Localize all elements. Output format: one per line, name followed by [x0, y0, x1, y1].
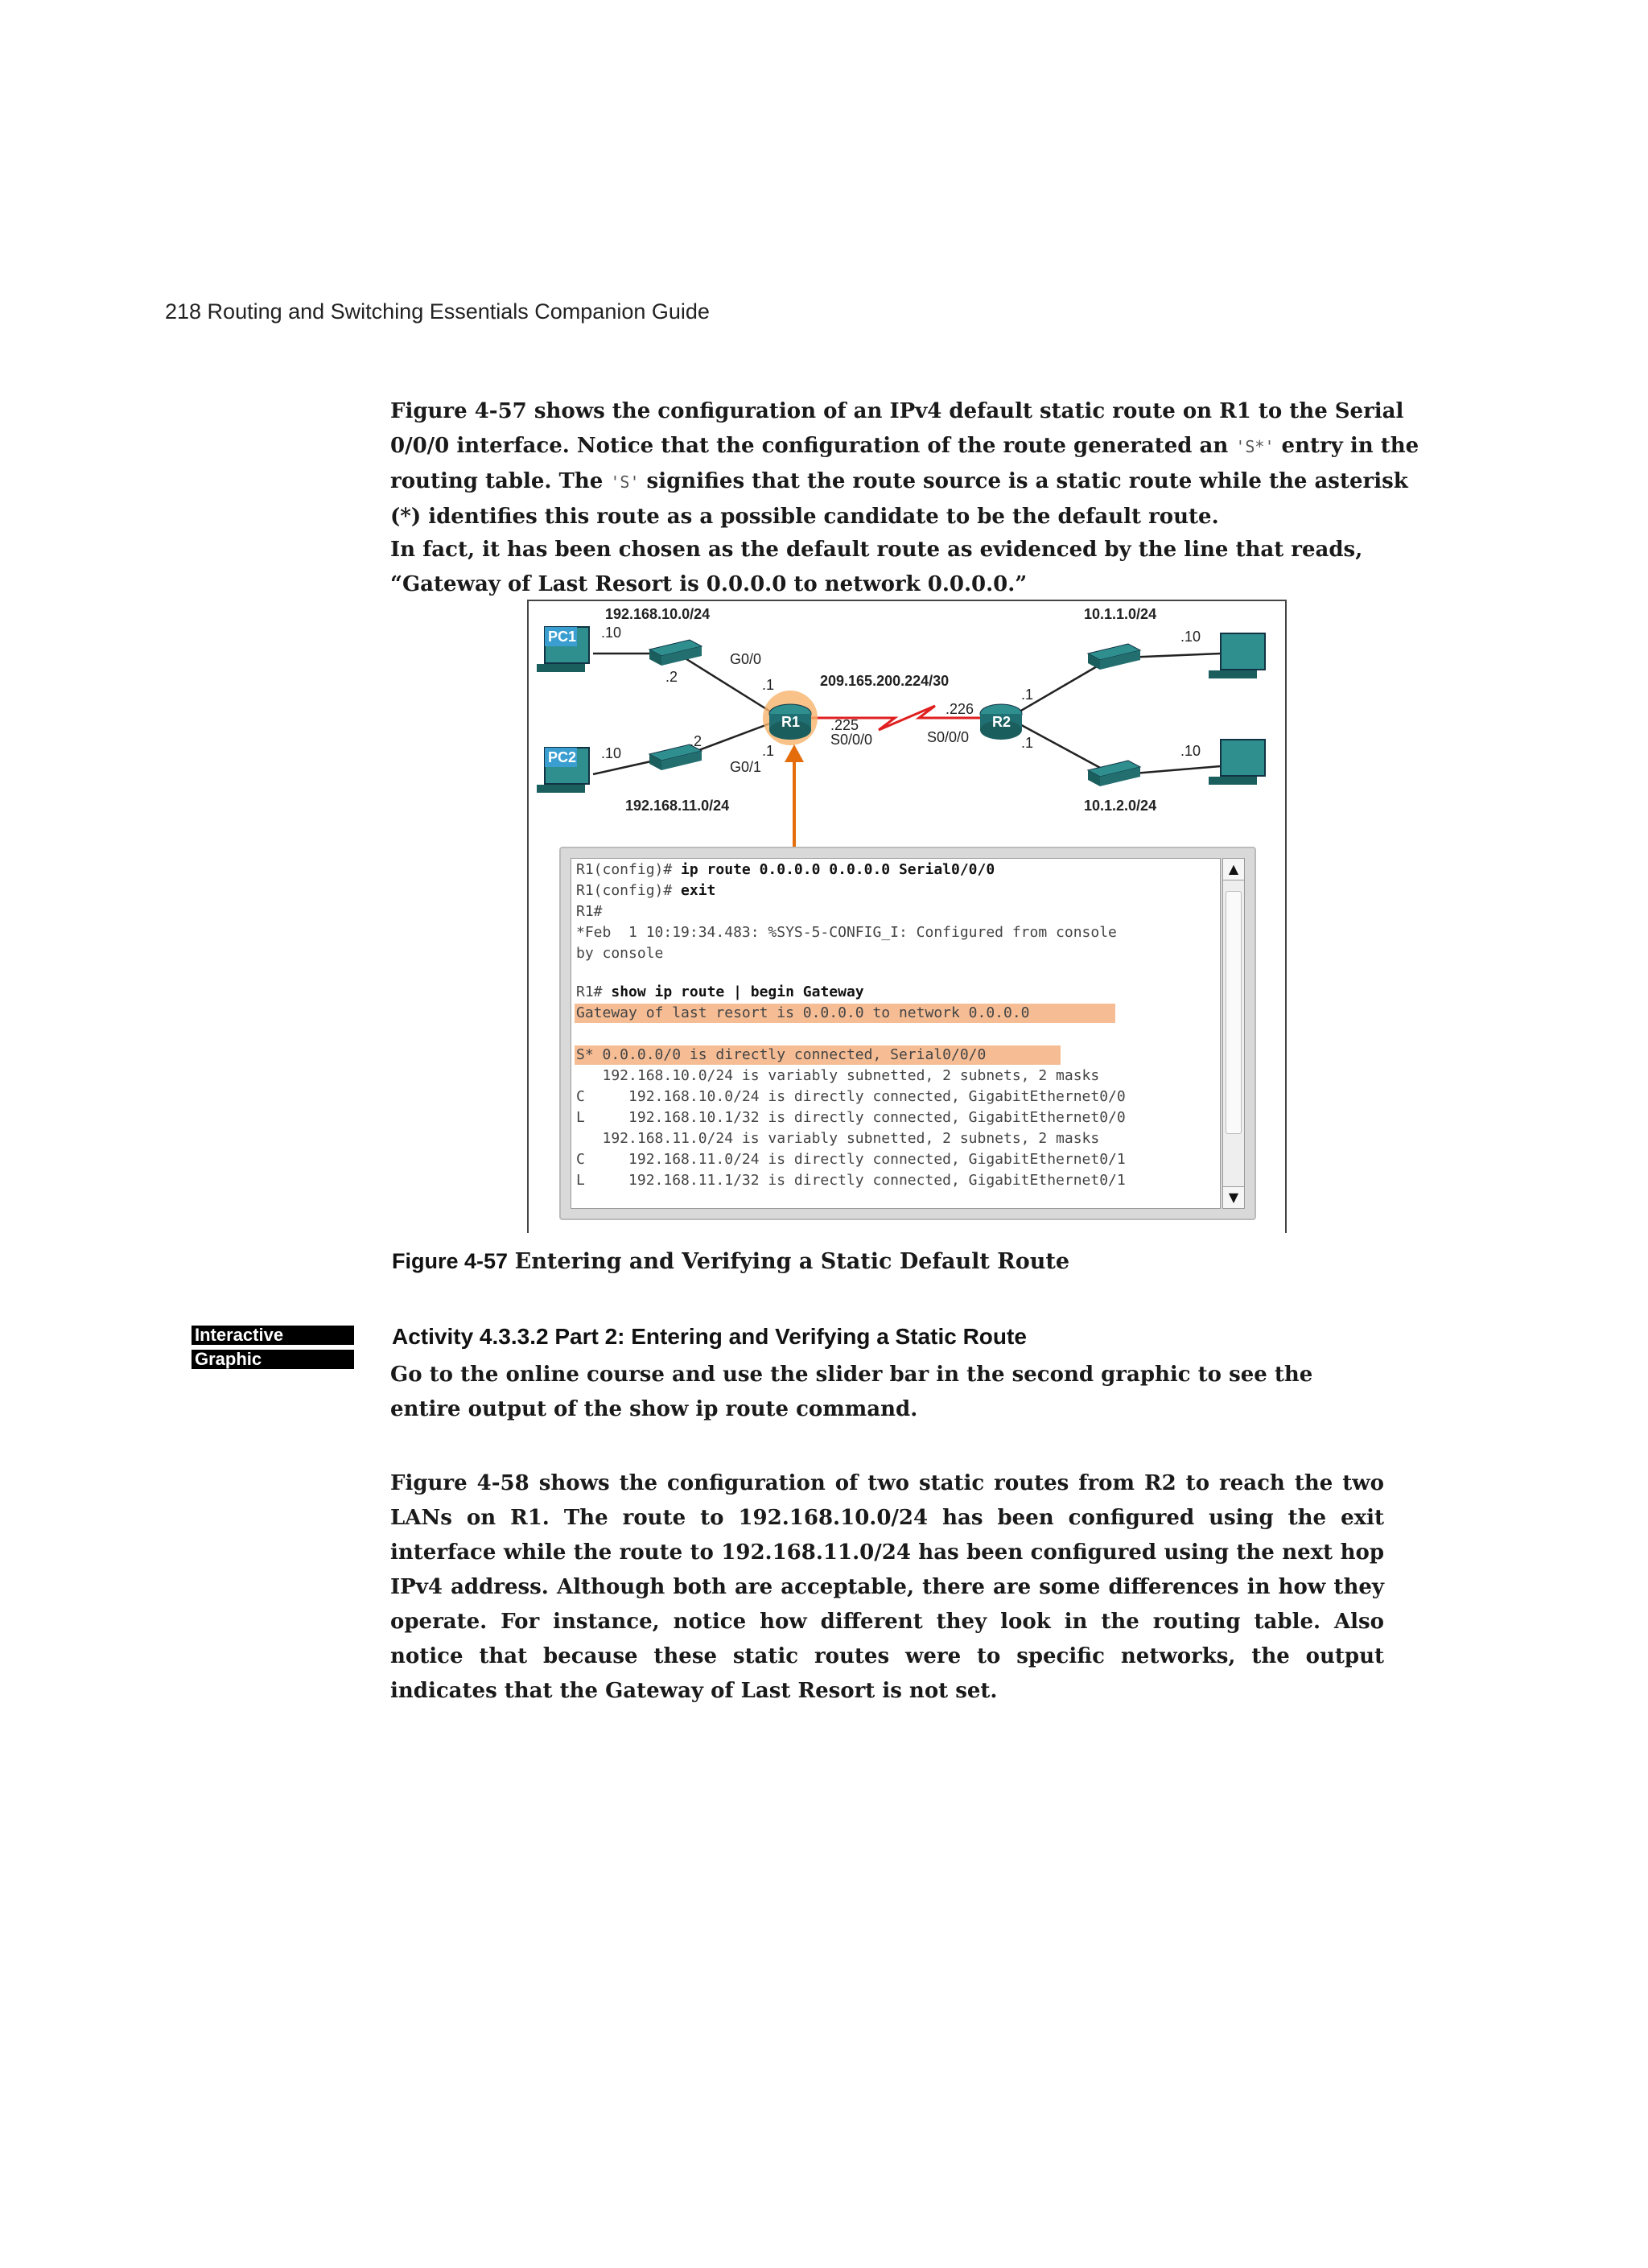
console-line: S* 0.0.0.0/0 is directly connected, Serial0/0/0: [576, 1046, 987, 1063]
switch-icon: [649, 640, 702, 666]
code-s-star: 'S*': [1235, 437, 1275, 456]
arrow-head-icon: [785, 744, 804, 762]
addr-sw1: .2: [665, 669, 678, 685]
label-lan1: 192.168.10.0/24: [605, 606, 711, 622]
label-r2: R2: [992, 714, 1011, 730]
label-pc1: PC1: [548, 629, 577, 645]
addr-pc3: .10: [1180, 629, 1201, 645]
label-g00: G0/0: [730, 651, 762, 667]
label-lan4: 10.1.2.0/24: [1084, 798, 1157, 814]
addr-sw2: .2: [690, 733, 702, 749]
addr-r2-bot: .1: [1021, 735, 1034, 751]
addr-r2-s: .226: [946, 701, 974, 717]
figure-caption: [392, 1249, 1069, 1274]
addr-pc2: .10: [601, 745, 622, 761]
badge-text-1: Interactive: [195, 1325, 284, 1345]
activity-body: Go to the online course and use the slider bar in the second graphic to see the entire output of the show ip route command.: [390, 1363, 1313, 1421]
addr-r1-s: .225: [830, 717, 859, 733]
console-scrollbar[interactable]: [1222, 858, 1245, 1209]
console-line: R1#: [576, 903, 603, 920]
console-line: C 192.168.10.0/24 is directly connected, GigabitEthernet0/0: [576, 1088, 1126, 1105]
label-pc2: PC2: [548, 749, 577, 765]
scroll-down-icon[interactable]: ▼: [1223, 1186, 1244, 1208]
switch-icon: [1088, 644, 1140, 670]
label-lan2: 192.168.11.0/24: [625, 798, 730, 814]
scroll-thumb[interactable]: [1226, 891, 1242, 1134]
label-lan3: 10.1.1.0/24: [1084, 606, 1157, 622]
addr-r2-top: .1: [1021, 687, 1034, 703]
console-line: L 192.168.11.1/32 is directly connected, GigabitEthernet0/1: [576, 1172, 1126, 1189]
addr-r1-g00: .1: [762, 677, 775, 693]
caption-label: Figure 4-57: [392, 1249, 509, 1273]
intro-text-a: Figure 4-57 shows the configuration of an IPv4 default static route on R1 to the Serial 0/0/0 interface. Notice that the configuration of the route generated an: [390, 399, 1404, 458]
running-header: 218 Routing and Switching Essentials Companion Guide: [165, 299, 710, 324]
label-s000-r2: S0/0/0: [927, 729, 970, 745]
console-line: *Feb 1 10:19:34.483: %SYS-5-CONFIG_I: Configured from console: [576, 924, 1117, 941]
console-line: Gateway of last resort is 0.0.0.0 to network 0.0.0.0: [576, 1004, 1030, 1021]
label-g01: G0/1: [730, 759, 762, 775]
addr-pc1: .10: [601, 625, 622, 641]
caption-text: Entering and Verifying a Static Default Route: [514, 1249, 1070, 1274]
console-line: L 192.168.10.1/32 is directly connected, GigabitEthernet0/0: [576, 1109, 1126, 1126]
console-line: 192.168.10.0/24 is variably subnetted, 2 subnets, 2 masks: [576, 1067, 1100, 1084]
pc-icon: [1209, 740, 1265, 785]
interactive-badge: [192, 1326, 354, 1345]
graphic-badge: [192, 1350, 354, 1369]
label-r1: R1: [781, 714, 801, 730]
code-s: 'S': [610, 472, 640, 492]
figure-4-57: [527, 600, 1287, 1233]
console-window: [559, 847, 1256, 1220]
intro-paragraph-2: In fact, it has been chosen as the default route as evidenced by the line that reads, “Gateway of Last Resort is 0.0.0.0 to network 0.0.0.0.”: [390, 538, 1363, 596]
console-line: C 192.168.11.0/24 is directly connected, GigabitEthernet0/1: [576, 1151, 1126, 1168]
intro-paragraph-1: [390, 394, 1428, 534]
label-s000-r1: S0/0/0: [830, 732, 873, 748]
intro-text-c: signifies that the route source is a static route while the asterisk (*) identifies this route as a possible candidate to be the default route.: [390, 469, 1408, 529]
console-line: by console: [576, 945, 664, 962]
console-line: R1(config)# exit: [576, 882, 716, 899]
addr-r1-g01: .1: [762, 743, 775, 759]
pc-icon: [1209, 633, 1265, 678]
console-output: [571, 858, 1221, 1209]
badge-text-2: Graphic: [195, 1349, 262, 1369]
activity-title: Activity 4.3.3.2 Part 2: Entering and Verifying a Static Route: [392, 1324, 1027, 1349]
body-paragraph: Figure 4-58 shows the configuration of two static routes from R2 to reach the two LANs on R1. The route to 192.168.10.0/24 has been configured using the exit interface while the route to 192.168.11.0/24 has been configured using the next hop IPv4 address. Although both are acceptable, there are some differences in how they operate. For instance, notice how different they look in the routing table. Also notice that because these static routes were to specific networks, the output indicates that the Gateway of Last Resort is not set.: [390, 1471, 1384, 1703]
topology-diagram: [529, 601, 1285, 847]
label-wan: 209.165.200.224/30: [820, 673, 950, 689]
console-line: 192.168.11.0/24 is variably subnetted, 2 subnets, 2 masks: [576, 1130, 1100, 1147]
console-line: R1(config)# ip route 0.0.0.0 0.0.0.0 Serial0/0/0: [576, 861, 995, 878]
scroll-up-icon[interactable]: ▲: [1223, 859, 1244, 880]
console-line: R1# show ip route | begin Gateway: [576, 983, 864, 1000]
intro-text-b: entry in the routing table. The: [390, 434, 1419, 493]
addr-pc4: .10: [1180, 743, 1201, 759]
